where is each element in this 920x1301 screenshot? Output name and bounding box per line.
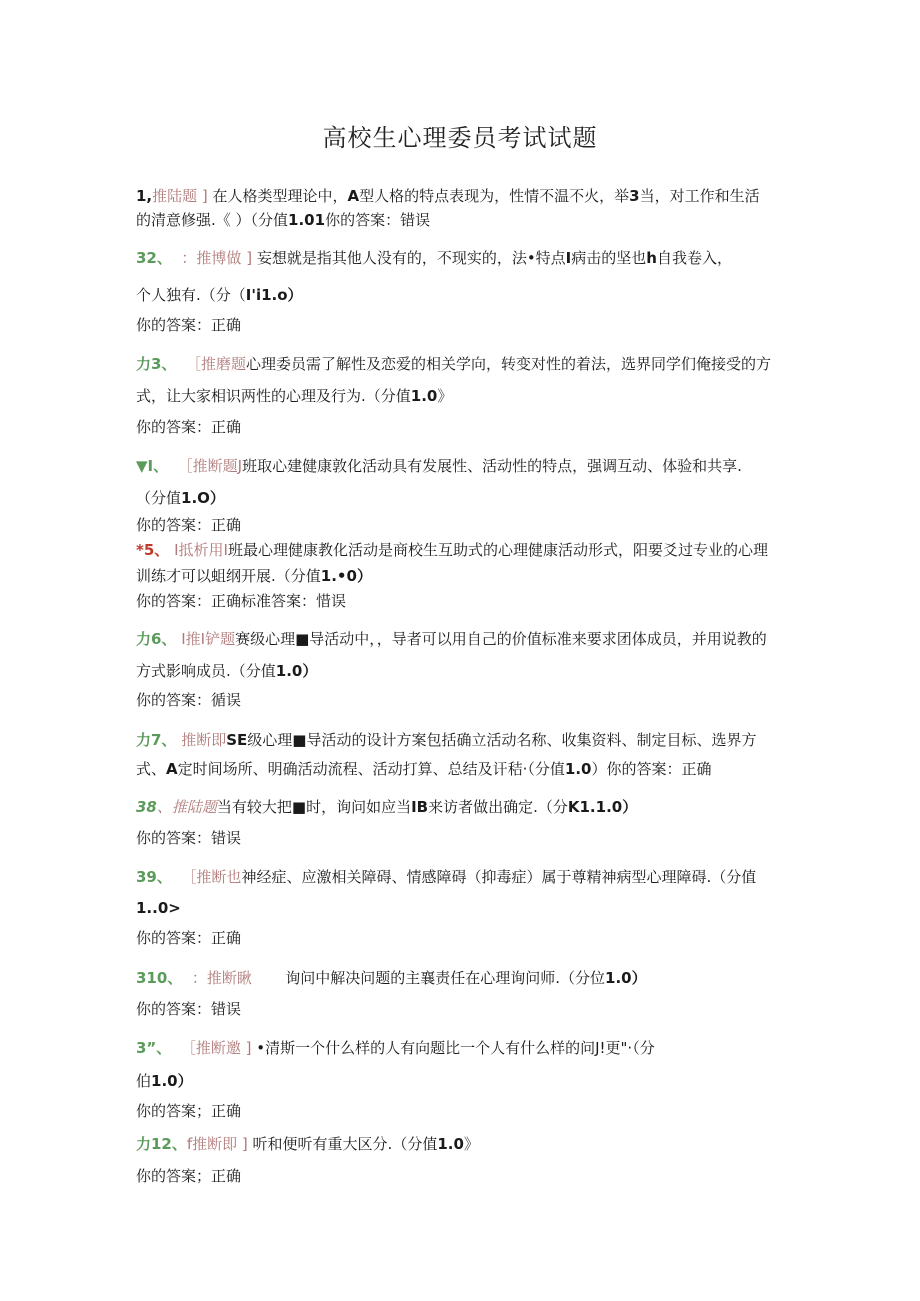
question-2-answer: 你的答案：正确 <box>136 316 242 334</box>
score-value: 1.0 <box>410 387 438 405</box>
question-11-line-2 <box>136 1071 796 1091</box>
question-text: ） <box>302 662 318 680</box>
score-value: 1.0 <box>151 1072 178 1090</box>
question-tag: ［推断邀 ] <box>180 1039 252 1057</box>
question-number: 1, <box>136 187 153 205</box>
question-number: ▼I、 <box>136 457 169 475</box>
question-5-line-2 <box>136 566 796 586</box>
question-11-line-1 <box>136 1038 796 1058</box>
question-text-bold: 3 <box>629 187 640 205</box>
question-text: 式、 <box>136 760 167 778</box>
question-1-line-1 <box>136 186 796 206</box>
question-text: 当有较大把■时，询问如应当 <box>216 798 412 816</box>
question-9-line-2 <box>136 898 796 918</box>
question-1-line-2 <box>136 210 796 230</box>
question-text-bold: A <box>347 187 360 205</box>
question-text: 询问中解决问题的主襄责任在心理询问师.（分位 <box>285 969 606 987</box>
question-tag: 、推陆题 <box>156 798 217 816</box>
question-tag: ：推博做 ] <box>181 249 253 267</box>
question-10-answer: 你的答案：错误 <box>136 1000 242 1018</box>
question-text-bold: SE <box>226 731 248 749</box>
question-tag: ［推断也 <box>181 868 242 886</box>
question-tag: ［推断题J <box>177 457 243 475</box>
question-text: ） <box>287 286 303 304</box>
question-number: *5、 <box>136 541 170 559</box>
question-text: 》 <box>463 1135 479 1153</box>
answer-text: ）你的答案：正确 <box>591 760 712 778</box>
question-4-line-2 <box>136 488 796 508</box>
question-text: 赛级心理■导活动中，，导者可以用自己的价值标准来要求团体成员，并用说教的 <box>235 630 767 648</box>
question-5-line-1 <box>136 540 796 560</box>
question-text: 班取心建健康敦化活动具有发展性、活动性的特点，强调互动、体验和共享. <box>242 457 742 475</box>
score-value: 1.•0 <box>320 567 357 585</box>
question-text: 》 <box>437 387 453 405</box>
question-text: ） <box>622 798 638 816</box>
question-text: 型人格的特点表现为，性情不温不火，举 <box>359 187 630 205</box>
question-tag: I抵析用I <box>174 541 228 559</box>
question-4-line-1 <box>136 456 796 476</box>
question-text: 心理委员需了解性及恋爱的相关学向，转变对性的着法，选界同学们俺接受的方 <box>246 355 772 373</box>
question-text: （分值 <box>136 489 182 507</box>
question-text: 听和便听有重大区分.（分值 <box>247 1135 438 1153</box>
question-2-line-1 <box>136 248 796 268</box>
question-text-bold: IB <box>411 798 429 816</box>
question-tag: 推断即 <box>181 731 227 749</box>
question-number: 310、 <box>136 969 183 987</box>
question-number: 力6、 <box>136 630 177 648</box>
question-tag: ［推磨题 <box>185 355 246 373</box>
score-value: 1.0 <box>275 662 303 680</box>
question-text: 个人独有.（分（ <box>136 286 246 304</box>
question-text: 妄想就是指其他人没有的，不现实的，法•特点 <box>252 249 566 267</box>
question-text: 的清意修强.《 ）（分值 <box>136 211 289 229</box>
question-7-line-1 <box>136 730 796 750</box>
question-4-answer: 你的答案：正确 <box>136 516 242 534</box>
question-2-line-2 <box>136 285 796 305</box>
question-text: ） <box>356 567 372 585</box>
question-text: 来访者做出确定.（分 <box>428 798 568 816</box>
score-value: 1.01 <box>288 211 326 229</box>
score-value: 1.O <box>181 489 210 507</box>
question-text-bold: h <box>646 249 657 267</box>
question-8-answer: 你的答案：错误 <box>136 829 242 847</box>
question-3-line-1 <box>136 354 796 374</box>
question-text: 自我卷入， <box>656 249 732 267</box>
question-6-line-2 <box>136 661 796 681</box>
question-text: •清斯一个什么样的人有向题比一个人有什么样的问J!更"·（分 <box>251 1039 655 1057</box>
score-value: 1..0> <box>136 899 181 917</box>
question-text: 级心理■导活动的设计方案包括确立活动名称、收集资料、制定目标、选界方 <box>247 731 757 749</box>
question-10-line-1 <box>136 968 796 988</box>
score-value: 1.0 <box>605 969 632 987</box>
page-title: 高校生心理委员考试试题 <box>322 124 598 152</box>
question-tag: f推断即 ] <box>186 1135 248 1153</box>
question-12-line-1 <box>136 1134 796 1154</box>
question-text: 式，让大家相识两性的心理及行为.（分值 <box>136 387 411 405</box>
question-text: 神经症、应激相关障碍、情感障碍（抑毒症）属于尊精神病型心理障碍.（分值 <box>241 868 757 886</box>
score-value: I'i1.o <box>245 286 288 304</box>
question-5-answer: 你的答案：正确标准答案：惜误 <box>136 592 347 610</box>
question-text: 病击的坚也 <box>571 249 647 267</box>
question-number: 39、 <box>136 868 172 886</box>
question-text: 伯 <box>136 1072 152 1090</box>
question-8-line-1 <box>136 797 796 817</box>
question-text: 在人格类型理论中， <box>207 187 348 205</box>
question-tag: 推陆题 ] <box>152 187 208 205</box>
question-3-answer: 你的答案：正确 <box>136 418 242 436</box>
question-text: 定时间场所、明确活动流程、活动打算、总结及讦秸·（分值 <box>177 760 565 778</box>
question-6-answer: 你的答案：循误 <box>136 691 242 709</box>
question-7-line-2 <box>136 759 796 779</box>
question-text: ） <box>177 1072 193 1090</box>
question-number: 力3、 <box>136 355 177 373</box>
question-text-bold: I <box>565 249 572 267</box>
question-text: 班最心理健康教化活动是商校生互助式的心理健康活动形式，阳要爻过专业的心理 <box>227 541 768 559</box>
question-9-answer: 你的答案：正确 <box>136 929 242 947</box>
score-value: 1.0 <box>437 1135 464 1153</box>
question-tag: I推I铲题 <box>181 630 236 648</box>
question-number: 3”、 <box>136 1039 172 1057</box>
question-tag: ：推断瞅 <box>191 969 252 987</box>
question-text: ） <box>209 489 225 507</box>
question-text: 训练才可以蛆纲开展.（分值 <box>136 567 321 585</box>
question-number: 32、 <box>136 249 172 267</box>
answer-text: 你的答案：错误 <box>325 211 431 229</box>
question-number: 力12、 <box>136 1135 187 1153</box>
question-9-line-1 <box>136 867 796 887</box>
score-value: K1.1.0 <box>567 798 623 816</box>
question-number: 38 <box>136 798 157 816</box>
question-12-answer: 你的答案；正确 <box>136 1167 242 1185</box>
question-6-line-1 <box>136 629 796 649</box>
question-text-bold: A <box>166 760 178 778</box>
question-3-line-2 <box>136 386 796 406</box>
question-text: 当，对工作和生活 <box>639 187 760 205</box>
question-number: 力7、 <box>136 731 177 749</box>
question-text: 方式影响成员.（分值 <box>136 662 276 680</box>
score-value: 1.0 <box>564 760 592 778</box>
question-11-answer: 你的答案；正确 <box>136 1102 242 1120</box>
question-text: ） <box>631 969 647 987</box>
